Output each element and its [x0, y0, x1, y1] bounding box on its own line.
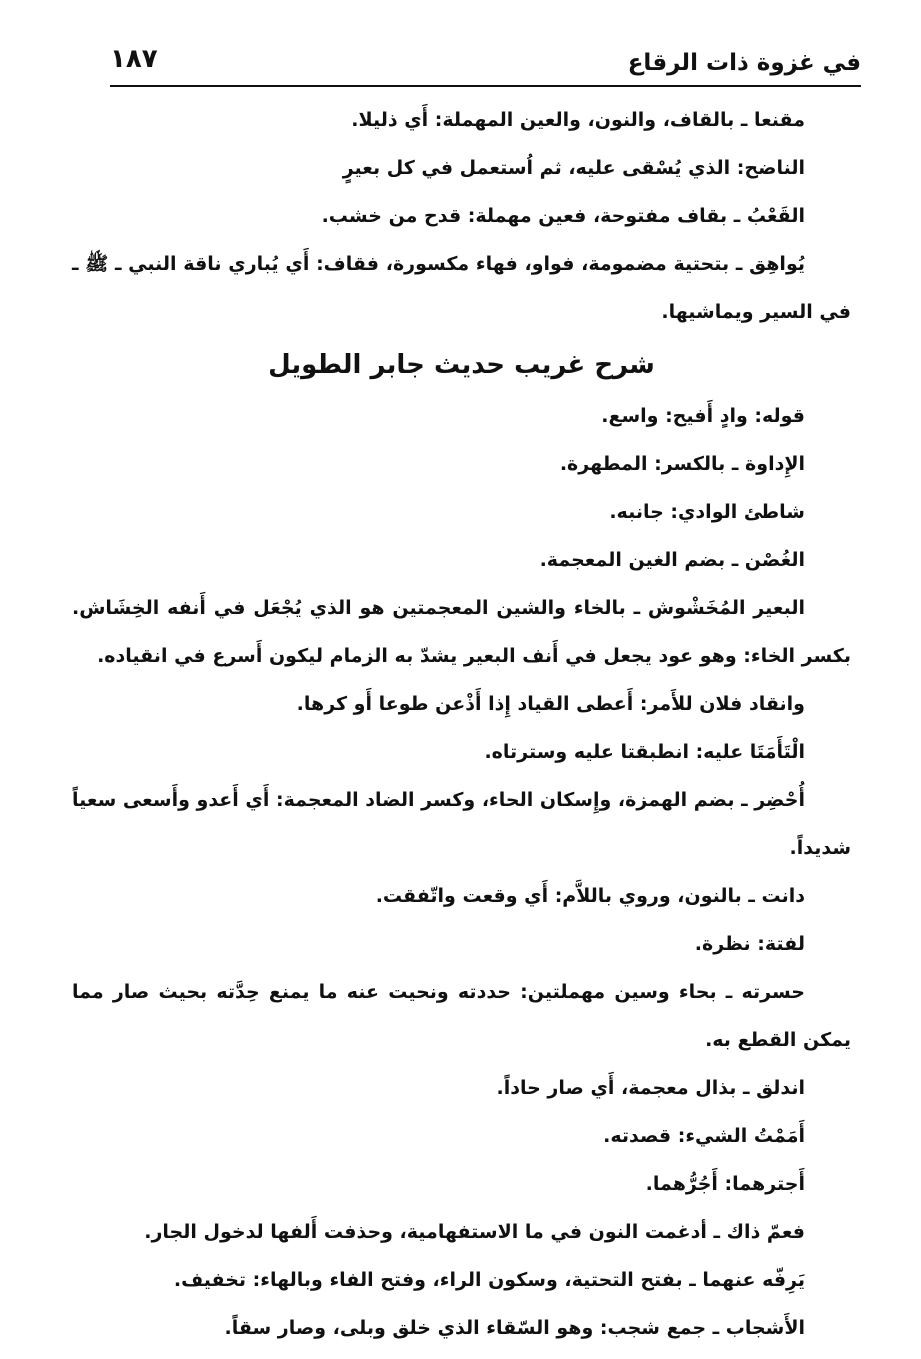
paragraph: لفتة: نظرة.: [694, 933, 805, 955]
header-rule: [110, 85, 861, 87]
running-head-title: في غزوة ذات الرقاع: [627, 50, 861, 76]
paragraph: القَعْبُ ـ بقاف مفتوحة، فعين مهملة: قدح من خشب.: [321, 205, 805, 227]
paragraph: أَجترهما: أَجُرُّهما.: [645, 1173, 805, 1195]
paragraph: الأَشجاب ـ جمع شجب: وهو السّقاء الذي خلق وبلى، وصار سقاً.: [224, 1317, 805, 1339]
paragraph: يُواهِق ـ بتحتية مضمومة، فواو، فهاء مكسورة، فقاف: أَي يُباري ناقة النبي ـ ﷺ ـ في السير ويماشيها.: [72, 253, 851, 323]
paragraph: مقنعا ـ بالقاف، والنون، والعين المهملة: أَي ذليلا.: [351, 109, 805, 131]
section-heading: شرح غريب حديث جابر الطويل: [268, 350, 655, 380]
paragraph: اندلق ـ بذال معجمة، أَي صار حاداً.: [496, 1077, 805, 1099]
paragraph: شاطئ الوادي: جانبه.: [609, 501, 805, 523]
paragraph: البعير المُخَشْوش ـ بالخاء والشين المعجمتين هو الذي يُجْعَل في أَنفه الخِشَاش. بكسر الخاء: وهو عود يجعل في أَنف البعير يشدّ به الزمام ليكون أَسرع في انقياده.: [72, 597, 851, 667]
paragraph: أُحْضِر ـ بضم الهمزة، وإِسكان الحاء، وكسر الضاد المعجمة: أَي أَعدو وأَسعى سعياً شديداً.: [72, 789, 851, 859]
page-number: ١٨٧: [110, 44, 158, 74]
paragraph: الْتَأَمَتَا عليه: انطبقتا عليه وسترتاه.: [484, 741, 805, 763]
paragraph: أَمَمْتُ الشيء: قصدته.: [603, 1125, 805, 1147]
running-head: [110, 28, 861, 88]
paragraph: فعمّ ذاك ـ أدغمت النون في ما الاستفهامية، وحذفت أَلفها لدخول الجار.: [144, 1221, 805, 1243]
page-body: [72, 96, 851, 1352]
paragraph: الغُصْن ـ بضم الغين المعجمة.: [539, 549, 805, 571]
paragraph: يَرِفّه عنهما ـ بفتح التحتية، وسكون الراء، وفتح الفاء وبالهاء: تخفيف.: [173, 1269, 805, 1291]
paragraph: قوله: وادٍ أَفيح: واسع.: [601, 405, 805, 427]
paragraph: الإِداوة ـ بالكسر: المطهرة.: [559, 453, 805, 475]
paragraph: دانت ـ بالنون، وروي باللاَّم: أَي وقعت واتّفقت.: [375, 885, 805, 907]
paragraph: الناضح: الذي يُسْقى عليه، ثم اُستعمل في كل بعيرٍ: [342, 157, 805, 179]
paragraph: وانقاد فلان للأَمر: أَعطى القياد إِذا أَذْعن طوعا أَو كرها.: [296, 693, 805, 715]
paragraph: حسرته ـ بحاء وسين مهملتين: حددته ونحيت عنه ما يمنع حِدَّته بحيث صار مما يمكن القطع به.: [72, 981, 851, 1051]
